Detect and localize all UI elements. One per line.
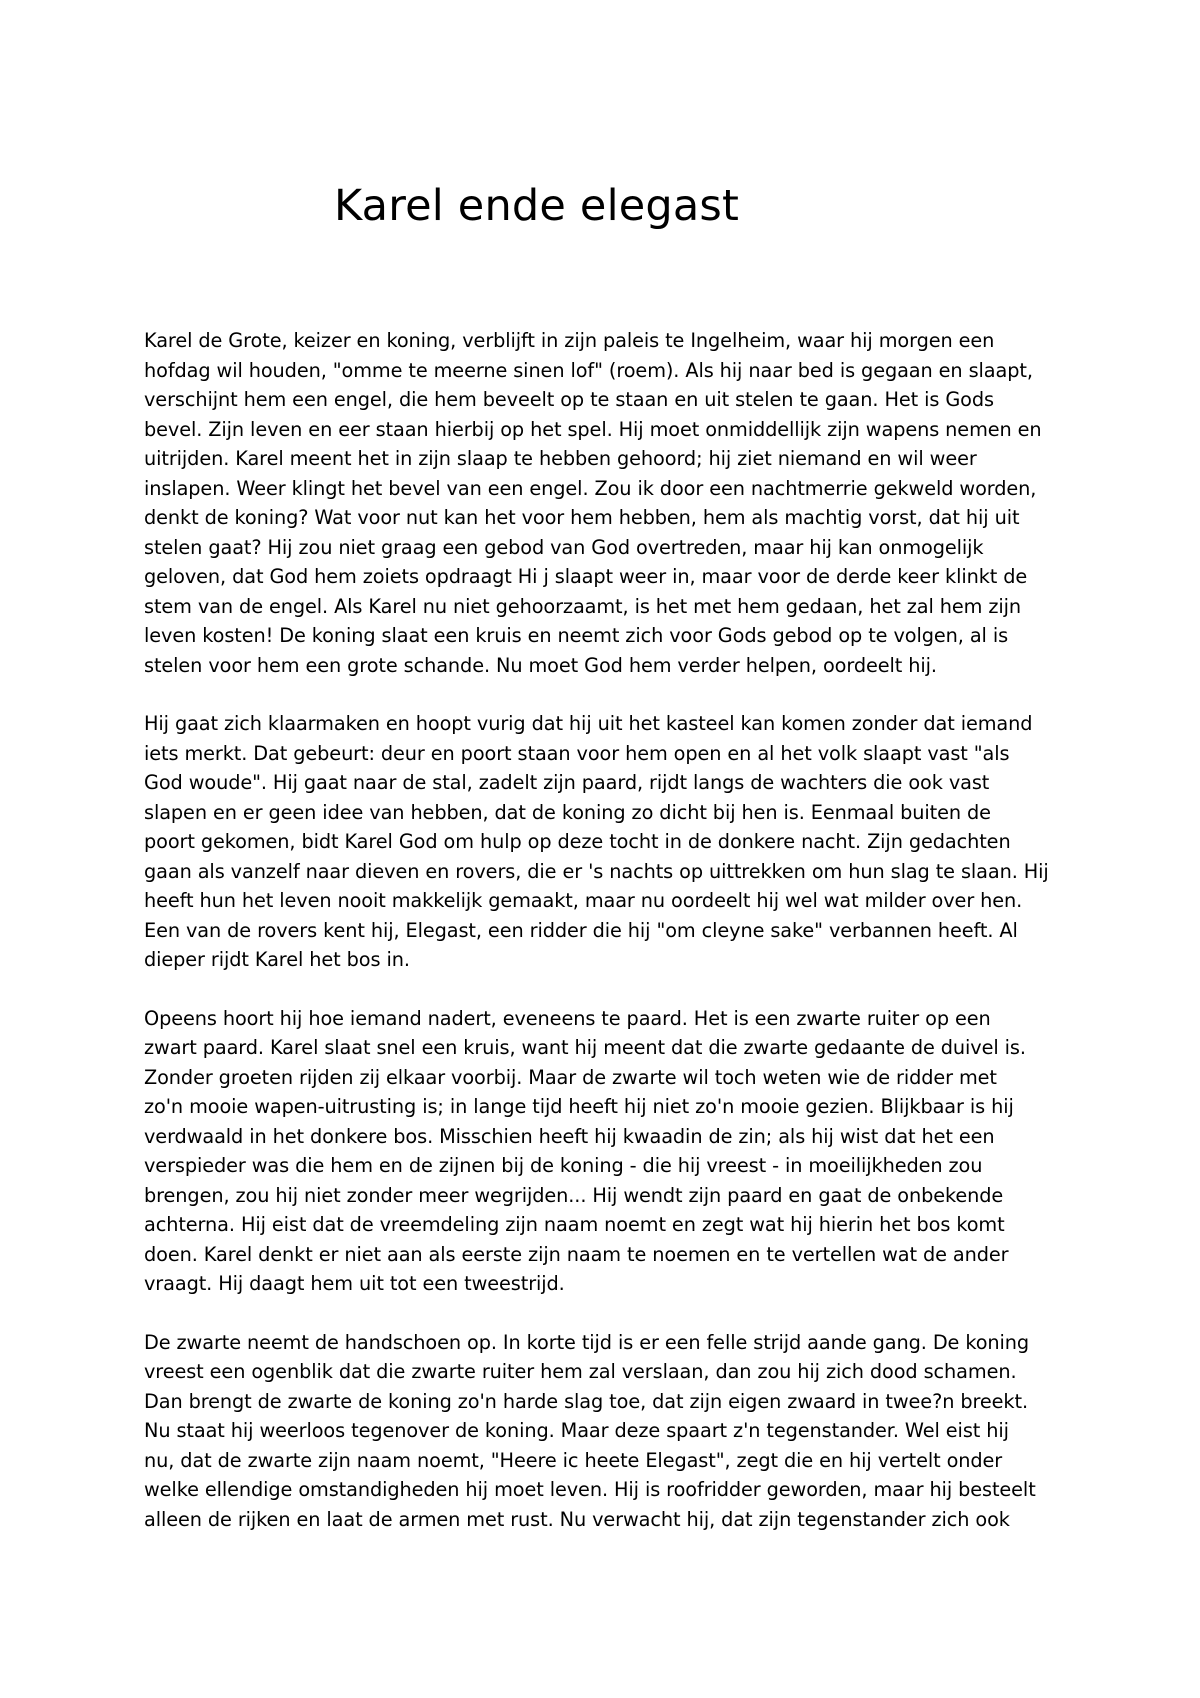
text-line: De zwarte neemt de handschoen op. In korte tijd is er een felle strijd aande gang. De koning bbox=[144, 1330, 1030, 1354]
text-line: vraagt. Hij daagt hem uit tot een tweestrijd. bbox=[144, 1272, 565, 1295]
text-line: doen. Karel denkt er niet aan als eerste zijn naam te noemen en te vertellen wat de ander bbox=[144, 1242, 1009, 1266]
text-line: dieper rijdt Karel het bos in. bbox=[144, 948, 410, 971]
text-line: stelen voor hem een grote schande. Nu moet God hem verder helpen, oordeelt hij. bbox=[144, 653, 937, 677]
text-line: welke ellendige omstandigheden hij moet leven. Hij is roofridder geworden, maar hij besteelt bbox=[144, 1478, 1036, 1501]
document-title: Karel ende elegast bbox=[334, 181, 740, 231]
text-line: verspieder was die hem en de zijnen bij de koning - die hij vreest - in moeilijkheden zou bbox=[144, 1154, 983, 1177]
text-line: Nu staat hij weerloos tegenover de koning. Maar deze spaart z'n tegenstander. Wel eist hij bbox=[144, 1419, 1009, 1442]
text-line: Zonder groeten rijden zij elkaar voorbij. Maar de zwarte wil toch weten wie de ridder met bbox=[144, 1065, 997, 1089]
text-line: hofdag wil houden, "omme te meerne sinen lof" (roem). Als hij naar bed is gegaan en slaapt, bbox=[144, 358, 1033, 382]
text-line: zo'n mooie wapen-uitrusting is; in lange tijd heeft hij niet zo'n mooie gezien. Blijkbaar is hij bbox=[144, 1095, 1014, 1118]
text-line: poort gekomen, bidt Karel God om hulp op deze tocht in de donkere nacht. Zijn gedachten bbox=[144, 830, 1011, 853]
document-body bbox=[144, 326, 1064, 1563]
paragraph bbox=[144, 709, 1064, 975]
paragraph bbox=[144, 326, 1064, 680]
text-line: inslapen. Weer klingt het bevel van een engel. Zou ik door een nachtmerrie gekweld worden, bbox=[144, 476, 1037, 500]
text-line: Dan brengt de zwarte de koning zo'n harde slag toe, dat zijn eigen zwaard in twee?n breekt. bbox=[144, 1389, 1028, 1413]
text-line: Opeens hoort hij hoe iemand nadert, eveneens te paard. Het is een zwarte ruiter op een bbox=[144, 1006, 991, 1030]
text-line: zwart paard. Karel slaat snel een kruis, want hij meent dat die zwarte gedaante de duivel is. bbox=[144, 1036, 1026, 1059]
text-line: vreest een ogenblik dat die zwarte ruiter hem zal verslaan, dan zou hij zich dood schamen. bbox=[144, 1360, 1017, 1383]
text-line: heeft hun het leven nooit makkelijk gemaakt, maar nu oordeelt hij wel wat milder over hen. bbox=[144, 889, 1023, 912]
text-line: verdwaald in het donkere bos. Misschien heeft hij kwaadin de zin; als hij wist dat het een bbox=[144, 1124, 995, 1148]
text-line: alleen de rijken en laat de armen met rust. Nu verwacht hij, dat zijn tegenstander zich ook bbox=[144, 1507, 1010, 1531]
text-line: uitrijden. Karel meent het in zijn slaap te hebben gehoord; hij ziet niemand en wil weer bbox=[144, 447, 977, 470]
text-line: achterna. Hij eist dat de vreemdeling zijn naam noemt en zegt wat hij hierin het bos komt bbox=[144, 1213, 1005, 1236]
text-line: denkt de koning? Wat voor nut kan het voor hem hebben, hem als machtig vorst, dat hij uit bbox=[144, 506, 1020, 529]
text-line: stelen gaat? Hij zou niet graag een gebod van God overtreden, maar hij kan onmogelijk bbox=[144, 535, 984, 559]
text-line: Een van de rovers kent hij, Elegast, een ridder die hij "om cleyne sake" verbannen heeft. Al bbox=[144, 918, 1018, 942]
text-line: leven kosten! De koning slaat een kruis en neemt zich voor Gods gebod op te volgen, al is bbox=[144, 624, 1009, 647]
text-line: God woude". Hij gaat naar de stal, zadelt zijn paard, rijdt langs de wachters die ook vast bbox=[144, 771, 990, 794]
text-line: iets merkt. Dat gebeurt: deur en poort staan voor hem open en al het volk slaapt vast "als bbox=[144, 741, 1010, 765]
text-line: nu, dat de zwarte zijn naam noemt, "Heere ic heete Elegast", zegt die en hij vertelt onder bbox=[144, 1448, 1003, 1472]
text-line: Karel de Grote, keizer en koning, verblijft in zijn paleis te Ingelheim, waar hij morgen een bbox=[144, 329, 995, 352]
text-line: brengen, zou hij niet zonder meer wegrijden... Hij wendt zijn paard en gaat de onbekende bbox=[144, 1183, 1004, 1207]
text-line: verschijnt hem een engel, die hem beveelt op te staan en uit stelen te gaan. Het is Gods bbox=[144, 388, 994, 411]
text-line: stem van de engel. Als Karel nu niet gehoorzaamt, is het met hem gedaan, het zal hem zijn bbox=[144, 594, 1021, 618]
text-line: geloven, dat God hem zoiets opdraagt Hi j slaapt weer in, maar voor de derde keer klinkt de bbox=[144, 565, 1028, 588]
paragraph bbox=[144, 1328, 1064, 1535]
text-line: gaan als vanzelf naar dieven en rovers, die er 's nachts op uittrekken om hun slag te slaan. Hij bbox=[144, 859, 1049, 883]
text-line: Hij gaat zich klaarmaken en hoopt vurig dat hij uit het kasteel kan komen zonder dat iemand bbox=[144, 712, 1033, 735]
text-line: bevel. Zijn leven en eer staan hierbij op het spel. Hij moet onmiddellijk zijn wapens nemen en bbox=[144, 417, 1042, 441]
paragraph bbox=[144, 1004, 1064, 1299]
text-line: slapen en er geen idee van hebben, dat de koning zo dicht bij hen is. Eenmaal buiten de bbox=[144, 800, 991, 824]
